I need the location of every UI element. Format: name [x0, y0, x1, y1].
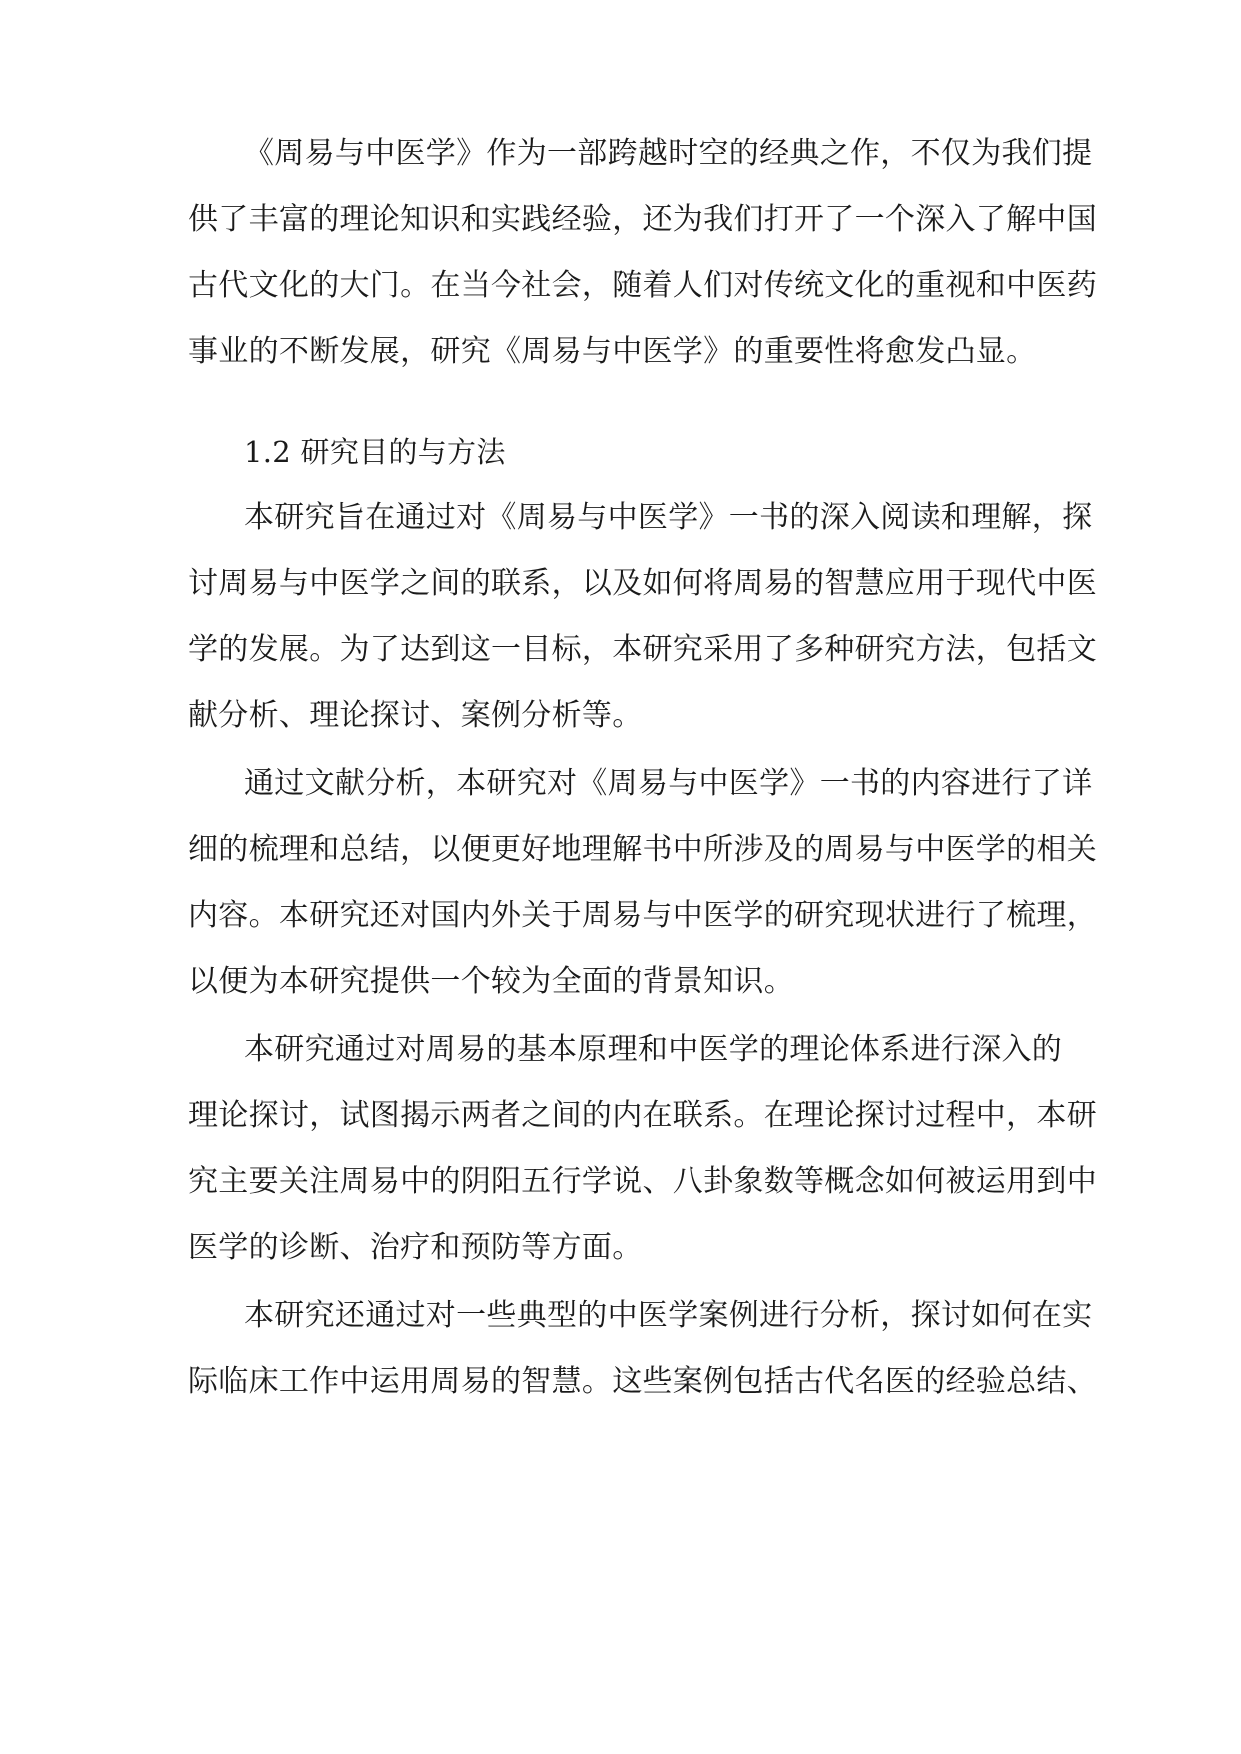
paragraph-5-line-2: 际临床工作中运用周易的智慧。这些案例包括古代名医的经验总结、: [188, 1364, 1097, 1399]
paragraph-4-line-1: 本研究通过对周易的基本原理和中医学的理论体系进行深入的: [244, 1032, 1063, 1067]
paragraph-2-line-3: 学的发展。为了达到这一目标，本研究采用了多种研究方法，包括文: [188, 632, 1097, 667]
paragraph-1-line-2: 供了丰富的理论知识和实践经验，还为我们打开了一个深入了解中国: [188, 202, 1097, 237]
section-heading: 1.2 研究目的与方法: [244, 435, 506, 469]
paragraph-3-line-4: 以便为本研究提供一个较为全面的背景知识。: [188, 964, 794, 999]
paragraph-2-line-2: 讨周易与中医学之间的联系，以及如何将周易的智慧应用于现代中医: [188, 566, 1097, 601]
paragraph-3-line-2: 细的梳理和总结，以便更好地理解书中所涉及的周易与中医学的相关: [188, 832, 1097, 867]
paragraph-4-line-2: 理论探讨，试图揭示两者之间的内在联系。在理论探讨过程中，本研: [188, 1098, 1097, 1133]
paragraph-3-line-3: 内容。本研究还对国内外关于周易与中医学的研究现状进行了梳理，: [188, 898, 1097, 933]
paragraph-5-line-1: 本研究还通过对一些典型的中医学案例进行分析，探讨如何在实: [244, 1298, 1093, 1333]
paragraph-4-line-3: 究主要关注周易中的阴阳五行学说、八卦象数等概念如何被运用到中: [188, 1164, 1097, 1199]
paragraph-2-line-4: 献分析、理论探讨、案例分析等。: [188, 698, 643, 733]
paragraph-2-line-1: 本研究旨在通过对《周易与中医学》一书的深入阅读和理解，探: [244, 500, 1093, 535]
paragraph-1-line-3: 古代文化的大门。在当今社会，随着人们对传统文化的重视和中医药: [188, 268, 1097, 303]
paragraph-3-line-1: 通过文献分析，本研究对《周易与中医学》一书的内容进行了详: [244, 766, 1093, 801]
paragraph-1-line-1: 《周易与中医学》作为一部跨越时空的经典之作，不仅为我们提: [244, 136, 1093, 171]
paragraph-1-line-4: 事业的不断发展，研究《周易与中医学》的重要性将愈发凸显。: [188, 334, 1037, 369]
paragraph-4-line-4: 医学的诊断、治疗和预防等方面。: [188, 1230, 643, 1265]
